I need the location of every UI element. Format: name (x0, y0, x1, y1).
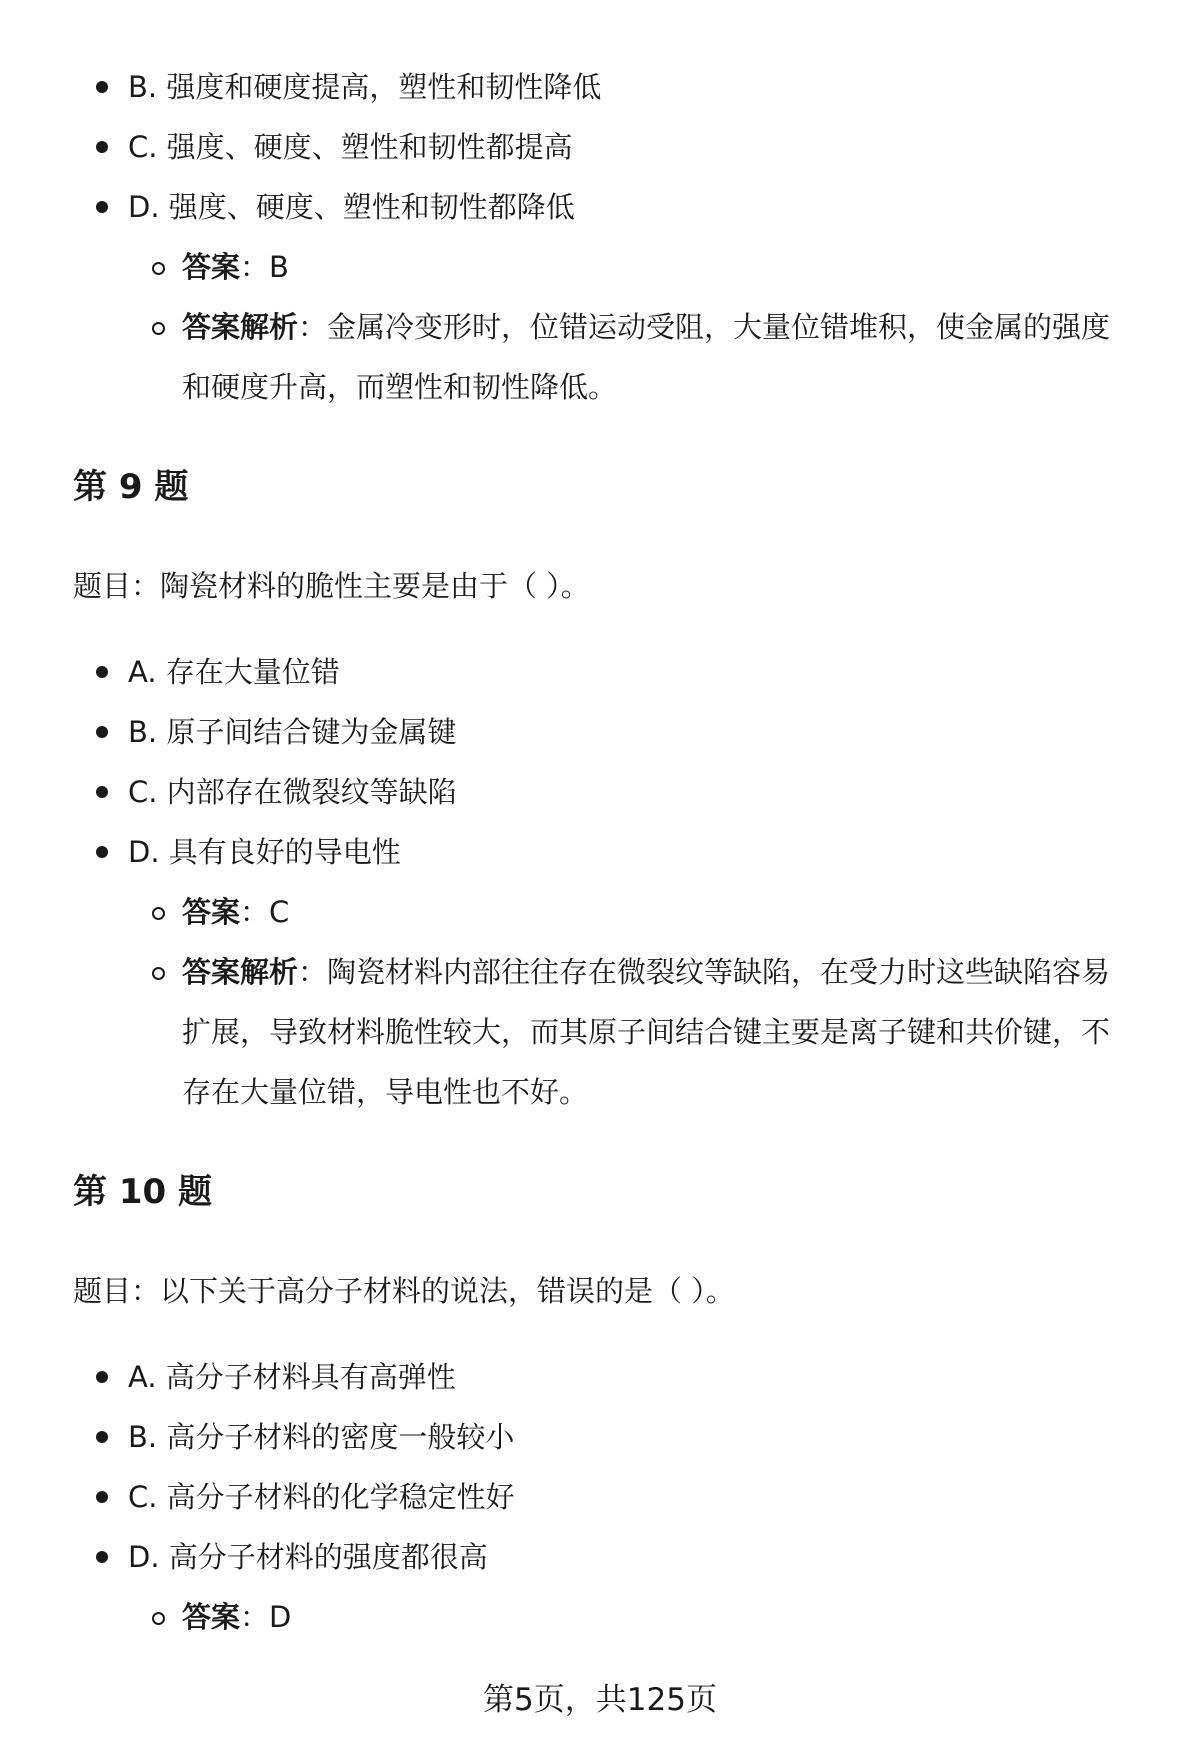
sub-bullet-circle (152, 967, 165, 980)
sub-bullet-circle (152, 262, 165, 275)
analysis-sep: ： (298, 310, 328, 344)
bullet-dot (96, 1551, 108, 1563)
answer-value: B (269, 250, 289, 284)
analysis-line-2: 和硬度升高，而塑性和韧性降低。 (182, 370, 618, 404)
answer-value: C (269, 895, 290, 929)
q9-analysis-line-3: 存在大量位错，导电性也不好。 (182, 1075, 589, 1109)
sub-bullet-circle (152, 322, 165, 335)
q9-option-a: A. 存在大量位错 (128, 655, 340, 689)
option-d: D. 强度、硬度、塑性和韧性都降低 (128, 190, 575, 224)
q9-option-b: B. 原子间结合键为金属键 (128, 715, 457, 749)
question-9-heading: 第 9 题 (73, 467, 189, 507)
q9-answer-line (182, 892, 289, 932)
question-9-stem: 题目：陶瓷材料的脆性主要是由于（ ）。 (73, 569, 590, 603)
question-10-heading: 第 10 题 (73, 1172, 212, 1212)
bullet-dot (96, 201, 108, 213)
analysis-text: 陶瓷材料内部往往存在微裂纹等缺陷，在受力时这些缺陷容易 (327, 955, 1111, 989)
bullet-dot (96, 1431, 108, 1443)
q10-option-c: C. 高分子材料的化学稳定性好 (128, 1480, 515, 1514)
analysis-label: 答案解析 (182, 310, 299, 344)
q9-option-d: D. 具有良好的导电性 (128, 835, 401, 869)
bullet-dot (96, 1491, 108, 1503)
q10-option-b: B. 高分子材料的密度一般较小 (128, 1420, 515, 1454)
q10-option-d: D. 高分子材料的强度都很高 (128, 1540, 488, 1574)
option-c: C. 强度、硬度、塑性和韧性都提高 (128, 130, 573, 164)
answer-value: D (269, 1600, 292, 1634)
bullet-dot (96, 726, 108, 738)
bullet-dot (96, 786, 108, 798)
analysis-label: 答案解析 (182, 955, 299, 989)
page-number-footer: 第5页，共125页 (483, 1682, 717, 1718)
q9-analysis-line-1 (182, 952, 1110, 992)
question-10-stem: 题目：以下关于高分子材料的说法，错误的是（ ）。 (73, 1274, 735, 1308)
answer-sep: ： (240, 895, 270, 929)
analysis-text: 金属冷变形时，位错运动受阻，大量位错堆积，使金属的强度 (327, 310, 1111, 344)
answer-label: 答案 (182, 895, 241, 929)
answer-line (182, 247, 289, 287)
answer-sep: ： (240, 250, 270, 284)
q10-option-a: A. 高分子材料具有高弹性 (128, 1360, 456, 1394)
bullet-dot (96, 81, 108, 93)
analysis-line-1 (182, 307, 1110, 347)
bullet-dot (96, 846, 108, 858)
sub-bullet-circle (152, 1612, 165, 1625)
bullet-dot (96, 1371, 108, 1383)
q10-answer-line (182, 1597, 291, 1637)
bullet-dot (96, 666, 108, 678)
answer-sep: ： (240, 1600, 270, 1634)
q9-analysis-line-2: 扩展，导致材料脆性较大，而其原子间结合键主要是离子键和共价键，不 (182, 1015, 1111, 1049)
sub-bullet-circle (152, 907, 165, 920)
bullet-dot (96, 141, 108, 153)
q9-option-c: C. 内部存在微裂纹等缺陷 (128, 775, 457, 809)
answer-label: 答案 (182, 250, 241, 284)
option-b: B. 强度和硬度提高，塑性和韧性降低 (128, 70, 602, 104)
analysis-sep: ： (298, 955, 328, 989)
answer-label: 答案 (182, 1600, 241, 1634)
